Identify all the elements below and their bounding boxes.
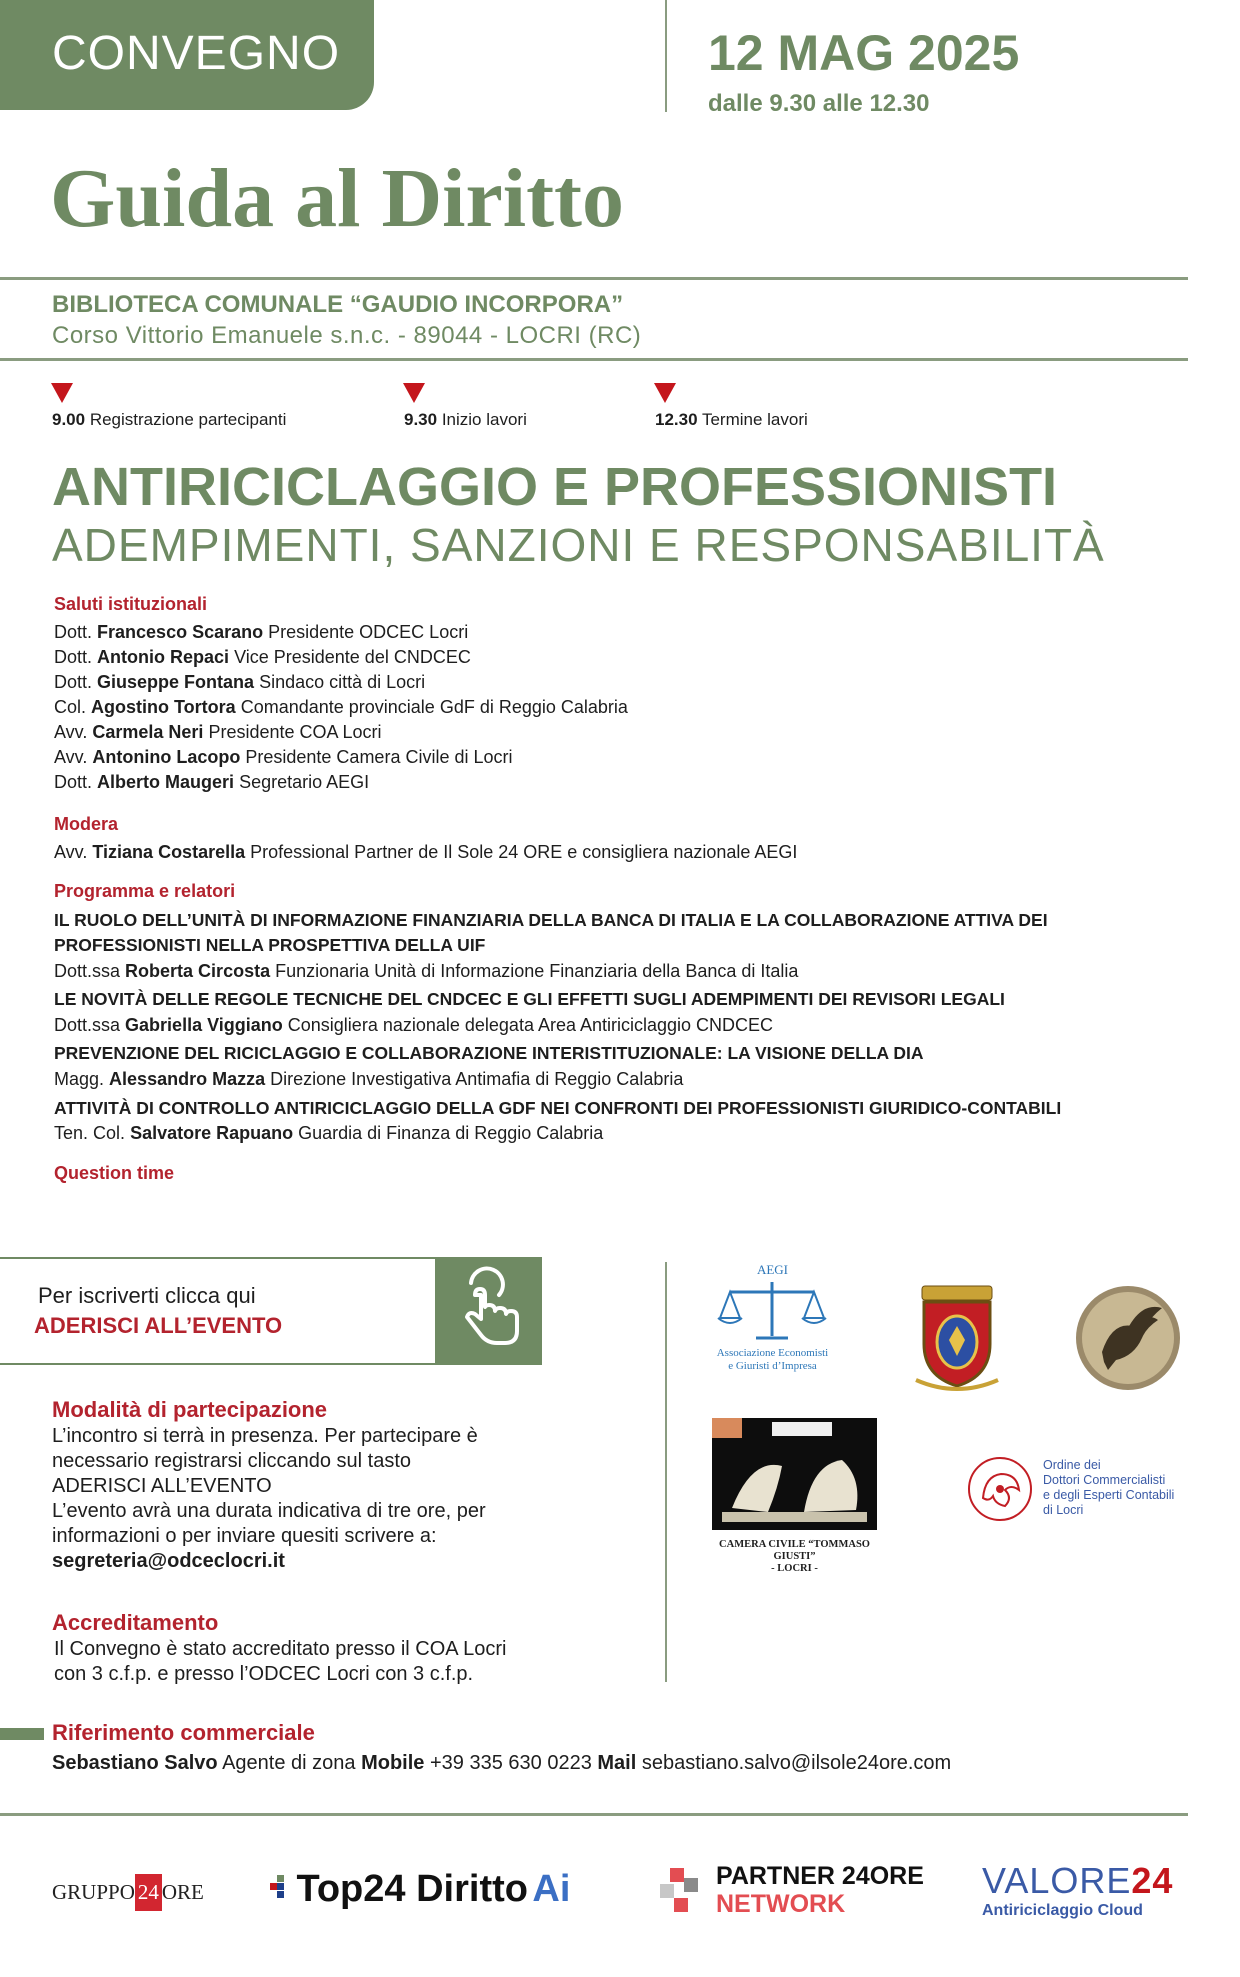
locri-coat-of-arms	[912, 1282, 1002, 1399]
speaker-line: Dott.ssa Roberta Circosta Funzionaria Unità di Informazione Finanziaria della Banca di Italia	[54, 961, 799, 981]
talk-topic: PREVENZIONE DEL RICICLAGGIO E COLLABORAZIONE INTERISTITUZIONALE: LA VISIONE DELLA DIA	[54, 1043, 924, 1063]
marker-icon	[51, 383, 73, 403]
divider	[0, 358, 1188, 361]
event-title: ANTIRICICLAGGIO E PROFESSIONISTI	[52, 457, 1058, 517]
accreditamento-text: Il Convegno è stato accreditato presso il COA Locri con 3 c.f.p. e presso l’ODCEC Locri con 3 c.f.p.	[54, 1638, 507, 1685]
accreditamento-heading: Accreditamento	[52, 1610, 219, 1635]
moderator-line: Avv. Tiziana Costarella Professional Partner de Il Sole 24 ORE e consigliera nazionale AEGI	[54, 842, 798, 862]
talk-topic: LE NOVITÀ DELLE REGOLE TECNICHE DEL CNDCEC E GLI EFFETTI SUGLI ADEMPIMENTI DEI REVISORI LEGALI	[54, 989, 1005, 1009]
speaker-line: Avv. Carmela Neri Presidente COA Locri	[54, 722, 382, 742]
footer-divider	[0, 1813, 1188, 1816]
venue-name: BIBLIOTECA COMUNALE “GAUDIO INCORPORA”	[52, 291, 624, 318]
schedule-item: 12.30 Termine lavori	[655, 410, 808, 429]
speaker-line: Dott. Antonio Repaci Vice Presidente del CNDCEC	[54, 647, 471, 667]
ancient-coin-logo	[1072, 1282, 1184, 1399]
speaker-line: Dott. Francesco Scarano Presidente ODCEC Locri	[54, 622, 469, 642]
event-type-label: CONVEGNO	[52, 27, 341, 80]
contact-email[interactable]: segreteria@odceclocri.it	[52, 1550, 285, 1572]
riferimento-heading: Riferimento commerciale	[52, 1720, 315, 1745]
contact-mail[interactable]: sebastiano.salvo@ilsole24ore.com	[641, 1752, 952, 1774]
marker-icon	[654, 383, 676, 403]
event-type-tag	[0, 0, 374, 110]
marker-icon	[403, 383, 425, 403]
programma-heading: Programma e relatori	[54, 881, 236, 901]
question-time: Question time	[54, 1163, 175, 1183]
schedule-item: 9.00 Registrazione partecipanti	[52, 410, 287, 429]
speaker-line: Avv. Antonino Lacopo Presidente Camera Civile di Locri	[54, 747, 513, 767]
aegi-logo: AEGI Associazione Economisti e Giuristi d’Impresa	[716, 1262, 829, 1372]
speaker-line: Dott.ssa Gabriella Viggiano Consigliera nazionale delegata Area Antiriciclaggio CNDCEC	[54, 1015, 774, 1035]
venue-address: Corso Vittorio Emanuele s.n.c. - 89044 - LOCRI (RC)	[52, 322, 642, 349]
speaker-line: Dott. Giuseppe Fontana Sindaco città di Locri	[54, 672, 426, 692]
column-divider	[665, 1262, 667, 1682]
valore24-logo: VALORE24 Antiriciclaggio Cloud	[982, 1860, 1174, 1919]
saluti-heading: Saluti istituzionali	[54, 594, 208, 614]
speaker-line: Dott. Alberto Maugeri Segretario AEGI	[54, 772, 370, 792]
talk-topic: ATTIVITÀ DI CONTROLLO ANTIRICICLAGGIO DELLA GDF NEI CONFRONTI DEI PROFESSIONISTI GIURIDICO-CONTABILI	[54, 1098, 1062, 1118]
speaker-line: Ten. Col. Salvatore Rapuano Guardia di Finanza di Reggio Calabria	[54, 1123, 604, 1143]
odcec-locri-logo: Ordine dei Dottori Commercialisti e degli Esperti Contabili di Locri	[965, 1454, 1195, 1534]
partner24ore-network-logo: PARTNER 24ORE NETWORK	[660, 1862, 960, 1922]
event-time: dalle 9.30 alle 12.30	[708, 90, 930, 117]
talk-topic: PROFESSIONISTI NELLA PROSPETTIVA DELLA UIF	[54, 935, 486, 955]
schedule-item: 9.30 Inizio lavori	[404, 410, 527, 429]
modalita-text: L’incontro si terrà in presenza. Per partecipare è necessario registrarsi cliccando sul tasto ADERISCI ALL’EVENTO L’evento avrà una durata indicativa di tre ore, per informazioni o per inviare quesiti scrivere a: segreteria@odceclocri.it	[52, 1425, 486, 1572]
gruppo24ore-logo: GRUPPO 24 ORE	[52, 1874, 204, 1911]
talk-topic: IL RUOLO DELL’UNITÀ DI INFORMAZIONE FINANZIARIA DELLA BANCA DI ITALIA E LA COLLABORAZIONE ATTIVA DEI	[54, 910, 1048, 930]
divider	[0, 277, 1188, 280]
top24-diritto-logo: Top24 Diritto Ai	[270, 1868, 570, 1911]
modera-heading: Modera	[54, 814, 119, 834]
modalita-heading: Modalità di partecipazione	[52, 1397, 328, 1422]
brand-title: Guida al Diritto	[50, 152, 625, 245]
register-link[interactable]: ADERISCI ALL’EVENTO	[34, 1313, 283, 1338]
event-date: 12 MAG 2025	[708, 25, 1020, 81]
speaker-line: Col. Agostino Tortora Comandante provinciale GdF di Reggio Calabria	[54, 697, 628, 717]
register-prompt[interactable]: Per iscriverti clicca qui	[38, 1283, 256, 1308]
event-subtitle: ADEMPIMENTI, SANZIONI E RESPONSABILITÀ	[52, 519, 1105, 571]
speaker-line: Magg. Alessandro Mazza Direzione Investigativa Antimafia di Reggio Calabria	[54, 1069, 684, 1089]
section-marker	[0, 1728, 44, 1740]
tap-hand-icon[interactable]	[435, 1257, 542, 1365]
header-divider	[665, 0, 667, 112]
camera-civile-logo: CAMERA CIVILE “TOMMASO GIUSTI” - LOCRI -	[712, 1418, 877, 1563]
contact-line: Sebastiano Salvo Agente di zona Mobile +39 335 630 0223 Mail sebastiano.salvo@ilsole24ore.com	[52, 1752, 952, 1774]
